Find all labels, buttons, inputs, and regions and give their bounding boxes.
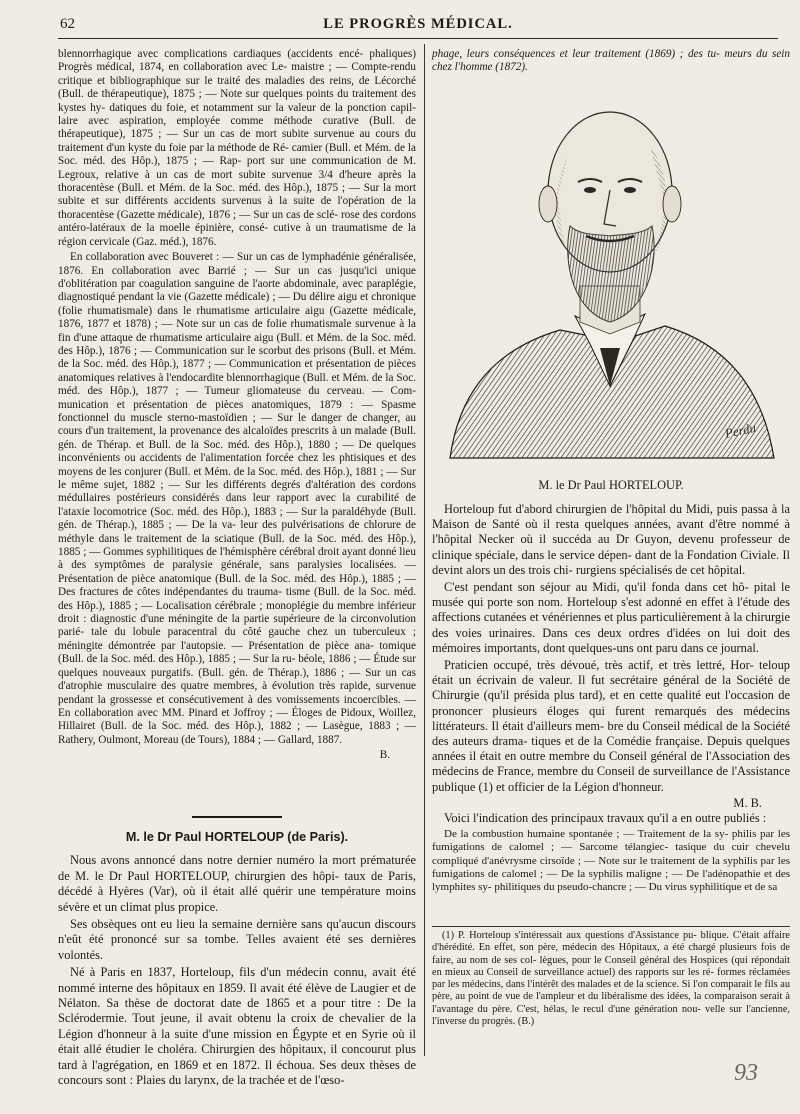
footnote-rule: [432, 926, 790, 927]
article-paragraph-3: Né à Paris en 1837, Horteloup, fils d'un médecin connu, avait été nommé interne des hôpitaux en 1859. Il avait été élève de Laugier et de Nélaton. Sa thèse de doctorat date de 1865 et a pour titre : De la Sclérodermie. Tout jeune, il avait obtenu la croix de chevalier de la Légion d'honneur à la suite d'une mission en Égypte et en Syrie où il était allé étudier le choléra. Chirurgien des hôpitaux, il concourut plus tard à l'agrégation, en 1869 et en 1872. Il échoua. Ses deux thèses de concours sont : Plaies du larynx, de la trachée et de l'œso-: [58, 965, 416, 1088]
artist-signature: Perdu: [723, 419, 758, 441]
page-number: 62: [60, 16, 75, 32]
works-list: De la combustion humaine spontanée ; — Traitement de la sy- philis par les fumigations de calomel ; — Sarcome télangiec- tasique du cuir chevelu compliqué d'anévrysme cirsoïde ; — Note sur le traitement de la syphilis par les fumigations de calomel ; — De la syphilis maligne ; — De l'adénopathie et des lymphites sy- philitiques du pseudo-chancre ; — Du virus syphilitique et de sa: [432, 828, 790, 894]
article-paragraph-2: Ses obsèques ont eu lieu la semaine dernière sans qu'aucun discours n'eût été prononcé sur sa tombe. Telles avaient été ses dernières volontés.: [58, 917, 416, 962]
right-paragraph-1: Horteloup fut d'abord chirurgien de l'hôpital du Midi, puis passa à la Maison de Santé où il resta quelques années, avant d'être nommé à l'hôpital Necker où il succéda au Dr Guyon, devenu professeur de clinique spéciale, dans le service dépen- dant de la Fondation Civiale. Il devint alors un des trois chi- rurgiens spécialisés de cet hôpital.: [432, 502, 790, 577]
left-column-bibliography: [58, 48, 416, 763]
portrait-caption: M. le Dr Paul HORTELOUP.: [538, 478, 684, 492]
right-column-body: [432, 502, 790, 896]
portrait-engraving: [440, 86, 780, 462]
bibliography-paragraph-1: blennorrhagique avec complications cardiaques (accidents encé- phaliques) Progrès médical, 1874, en collaboration avec Le- maistre ; — Compte-rendu critique et bibliographique sur le traité des maladies des reins, de Lécorché (Bull. de thérapeutique), 1875 ; — Note sur quelques points du traitement des kystes hy- datiques du foie, et notamment sur la valeur de la ponction capil- laire avec aspiration, employée comme méthode curative (Bull. de thérapeutique), 1875 ; — Sur un cas de mort subite survenue au cours du traitement d'un kyste du foie par la méthode de Ré- camier (Bull. et Mém. de la Soc. méd. des Hôp.), 1875 ; — Rap- port sur une communication de M. Legroux, relative à un cas de mort subite survenue 3/4 d'heure après la thoracentèse (Bull. et Mém. de la Soc. méd. des Hôp.), 1875 ; — Sur la mort subite et sur différents accidents survenus à la suite de l'opération de la thoracentèse (Gazette médicale), 1876 ; — Sur un cas de sclé- rose des cordons antéro-latéraux de la moelle épinière, consé- cutive à un traumatisme de la région cervicale (Gaz. méd.), 1876.: [58, 48, 416, 248]
page-header: [58, 12, 778, 39]
right-column-top: [432, 48, 790, 77]
article-signature: M. B.: [733, 795, 762, 810]
article-title: M. le Dr Paul HORTELOUP (de Paris).: [125, 830, 349, 844]
running-title: LE PROGRÈS MÉDICAL.: [323, 16, 513, 32]
bibliography-signature: B.: [379, 749, 390, 762]
section-separator: [192, 816, 282, 818]
footnote-text: (1) P. Horteloup s'intéressait aux questions d'Assistance pu- blique. C'était affaire d'hérédité. En effet, son père, médecin des Hôpitaux, a été chargé plusieurs fois de faire, au nom de ses col- lègues, pour le Conseil général des Hospices (qui répondait en mieux au Conseil de surveillance actuel) des rapports sur les ré- formes réclamées par les médecins, dans l'intérêt des malades et de la science. Si l'on comparait le fils au père, au point de vue de l'ampleur et du libéralisme des idées, la comparaison serait à l'avantage du père. C'est, hélas, le recul d'une génération nou- velle sur l'ancienne, l'inverse du progrès. (B.): [432, 930, 790, 1028]
right-paragraph-2: C'est pendant son séjour au Midi, qu'il fonda dans cet hô- pital le musée qui porte son nom. Horteloup s'est adonné en effet à l'étude des affections cutanées et vénériennes et plus particulièrement à la chirurgie des voies urinaires. Dans ces deux ordres d'idées on lui doit des mémoires importants, dont quelques-uns ont paru dans ce journal.: [432, 580, 790, 655]
bibliography-paragraph-2: En collaboration avec Bouveret : — Sur un cas de lymphadénie généralisée, 1876. En collaboration avec Barrié ; — Sur un cas jusqu'ici unique d'oblitération par coagulation sanguine de l'aorte abdominale, avec paraplégie, diagnostiqué pendant la vie (Gazette médicale) ; — Du délire aigu et chronique (folie rhumatismale) dans le rhumatisme articulaire aigu (Gazette médicale, 1876, 1877 et 1878) ; — Note sur un cas de folie rhumatismale survenue à la fin d'une attaque de rhumatisme articulaire aigu (Bull. et Mém. de la Soc. méd. des Hôp.), 1876 ; — Communication sur le scorbut des prisons (Bull. et Mém. de la Soc. méd. des Hôp.), 1877 ; — Communication et présentation de pièces anatomiques relatives à l'endocardite blennorrhagique (Bull. et Mém. de la Soc. méd. des Hôp.), 1877 ; — Tumeur gliomateuse du cerveau. — Com- munication et présentation de pièces anatomiques, 1879 : — Spasme fonctionnel du muscle sterno-mastoïdien ; — Sur le danger de changer, au cours d'un traitement, la provenance des alcaloïdes prescrits à un malade (Bull. gén. de Thérap. et Bull. de la Soc. méd. des Hôp.), 1880 ; — De quelques inconvénients ou accidents de l'alimentation forcée chez les phtisiques et des moyens de les conjurer (Bull. et Mém. de la Soc. méd. des Hôp.), 1881 ; — Sur le même sujet, 1882 ; — Sur les différents degrés d'altération des cordons médullaires postérieurs considérés dans leur rapport avec la curabilité de l'ataxie locomotrice (Soc. méd. des Hôp.), 1883 ; — Sur la paraldéhyde (Bull. gén. de Thérap.), 1885 ; — De la va- leur des pulvérisations de chlorure de méthyle dans le traitement de la sciatique (Bull. de la Soc. méd. des Hôp.), 1885 ; — Gommes syphilitiques de l'hémisphère cérébral droit ayant donné lieu à des symptômes de paralysie générale, sans paralysies localisées. — Présentation de pièce anatomique (Bull. de la Soc. méd. des Hôp.), 1885 ; — Des fractures de côtes indépendantes du trauma- tisme (Bull. de la Soc. méd. des Hôp.), 1885 ; — Localisation cérébrale ; monoplégie du membre inférieur droit : diagnostic d'une méningite de la partie supérieure de la circonvolution parié- tale du lobule paracentral du côté gauche chez un tuberculeux ; méningite démontrée par l'autopsie. — Présentation de pièce ana- tomique (Bull. de la Soc. méd. des Hôp.), 1885 ; — Sur la ru- béole, 1886 ; — Étude sur quelques nouveaux purgatifs. (Bull. gén. de Thérap.), 1886 ; — Sur un cas d'atrophie musculaire des quatre membres, à évolution très rapide, survenue pendant la grossesse et consécutivement à des vomissements incoercibles. — En collaboration avec MM. Pinard et Joffroy ; — Éloges de Pidoux, Woillez, Hillairet (Bull. de la Soc. méd. des Hôp.), 1882 ; — Lasègue, 1883 ; — Rathery, Oulmont, Moreau (de Tours), 1884 ; — Gallard, 1887.: [58, 251, 416, 746]
right-paragraph-3: Praticien occupé, très dévoué, très actif, et très lettré, Hor- teloup était un écrivain de valeur. Il fut secrétaire général de la Société de Chirurgie (qu'il présida plus tard), et en cette qualité eut l'occasion de prononcer plusieurs éloges qui furent remarqués des médecins littérateurs. Il était d'ailleurs mem- bre du Conseil médical de la Société des auteurs drama- tiques et de la Comédie française. Depuis quelques années il était en outre membre du Conseil général de l'Association des médecins de France, membre du Conseil de surveillance de l'Assistance publique (1) et officier de la Légion d'honneur.: [432, 658, 790, 794]
works-intro: Voici l'indication des principaux travaux qu'il a en outre publiés :: [444, 811, 767, 826]
handwritten-margin-note: 93: [734, 1060, 758, 1086]
footnote: [432, 930, 790, 1028]
thesis-continuation: phage, leurs conséquences et leur traitement (1869) ; des tu- meurs du sein chez l'homme (1872).: [432, 48, 790, 74]
article-paragraph-1: Nous avons annoncé dans notre dernier numéro la mort prématurée de M. le Dr Paul HORTELOUP, chirurgien des hôpi- taux de Paris, décédé à Hyères (Var), où il était allé quérir une température moins sévère et un climat plus propice.: [58, 853, 416, 914]
column-divider: [424, 44, 425, 1056]
obituary-article: [58, 806, 416, 1091]
